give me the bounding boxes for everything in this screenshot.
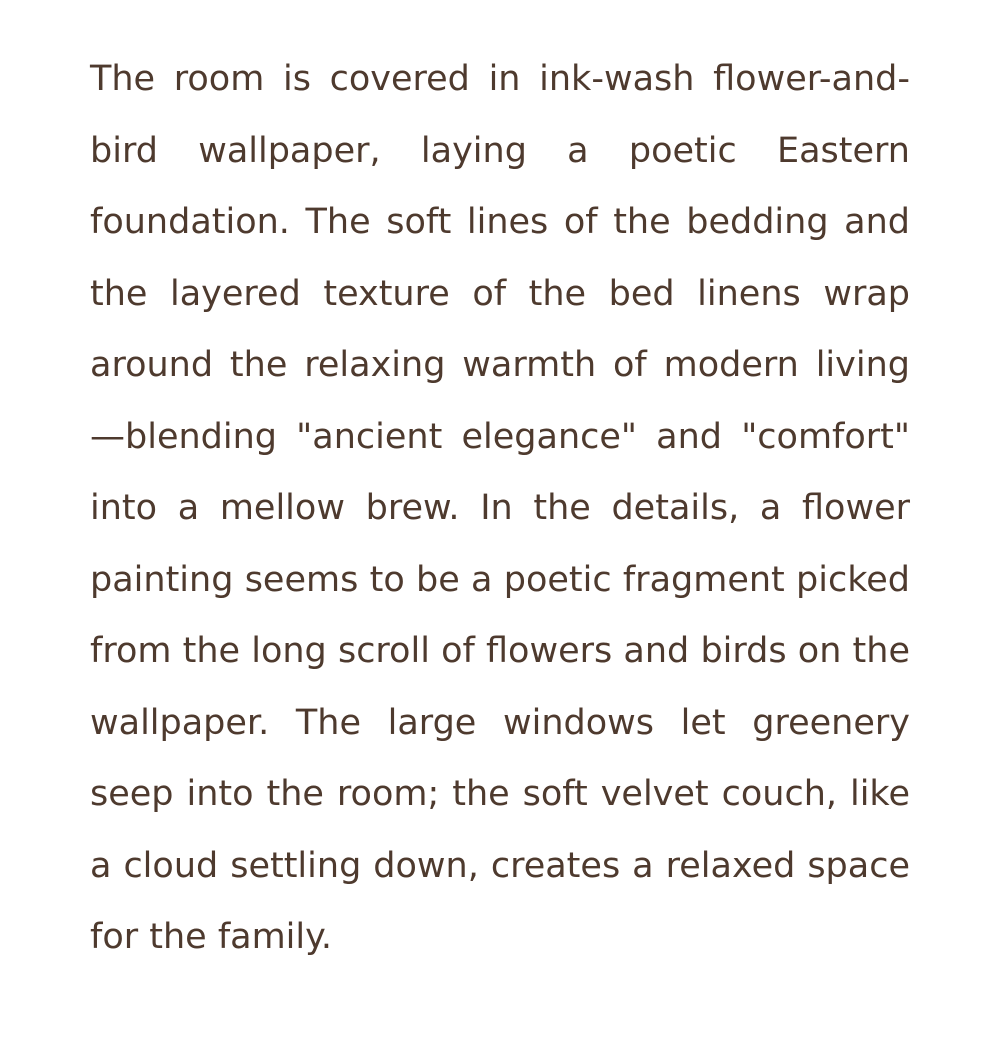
body-paragraph: The room is covered in ink-wash flower-and-bird wallpaper, laying a poetic Eastern foundation. The soft lines of the bedding and the layered texture of the bed linens wrap around the relaxing warmth of modern living—blending "ancient elegance" and "comfort" into a mellow brew. In the details, a flower painting seems to be a poetic fragment picked from the long scroll of flowers and birds on the wallpaper. The large windows let greenery seep into the room; the soft velvet couch, like a cloud settling down, creates a relaxed space for the family. [90,59,910,957]
